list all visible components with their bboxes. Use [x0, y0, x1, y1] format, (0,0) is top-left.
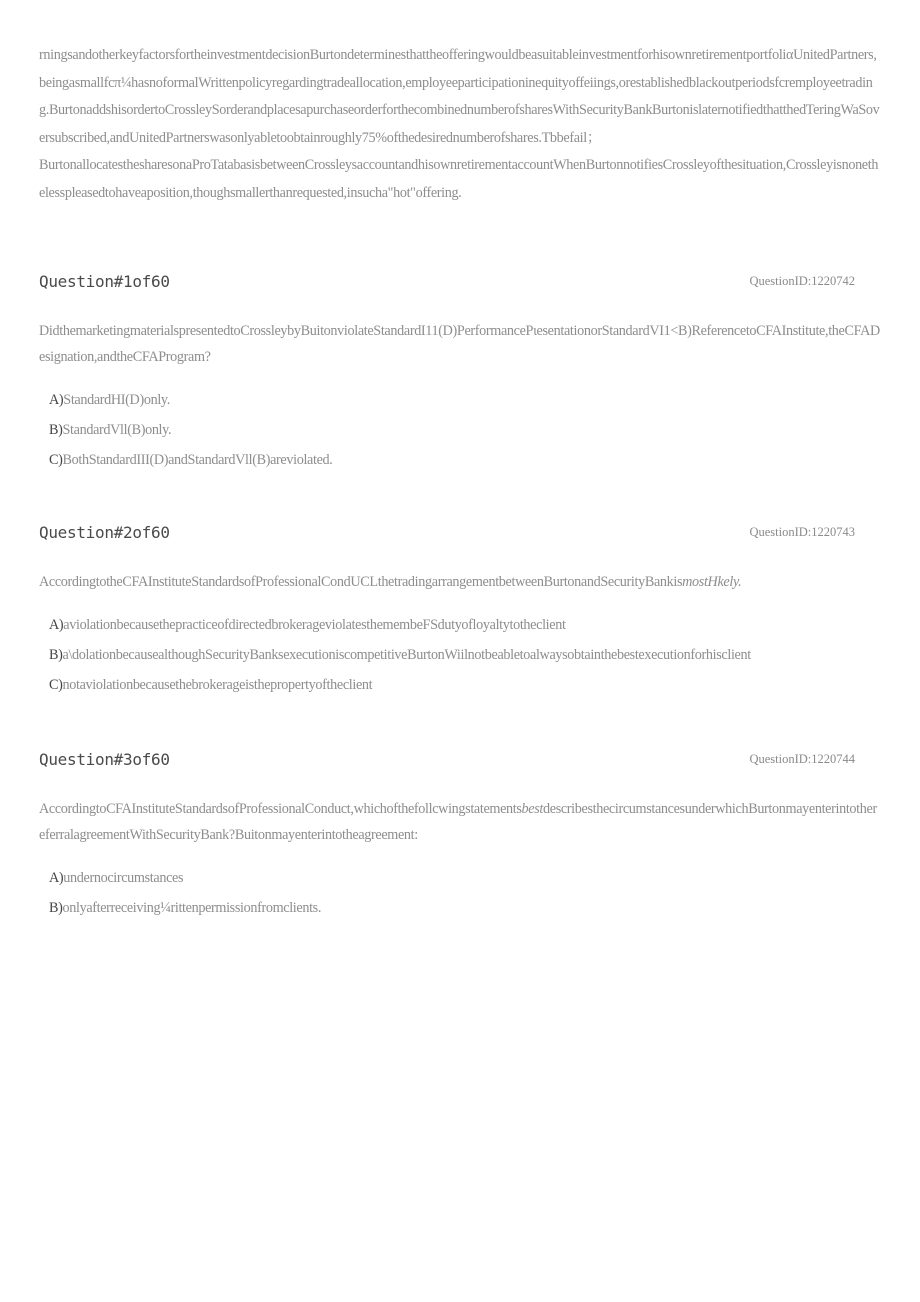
answer-option-b[interactable]: [49, 894, 881, 924]
question-header: [39, 750, 881, 774]
question-1: [39, 272, 881, 475]
question-stem: DidthemarketingmaterialspresentedtoCrossleybyBuitonviolateStandardI11(D)PerformancePιesentationorStandardVI1<B)ReferencetoCFAInstitute,theCFADesignation,andtheCFAProgram?: [39, 323, 880, 365]
question-stem-text: AccordingtotheCFAInstituteStandardsofProfessionalCondUCLthetradingarrangementbetweenBurtonandSecurityBankis: [39, 574, 683, 590]
question-header: [39, 272, 881, 296]
question-3: [39, 750, 881, 924]
option-text: onlyafterreceiving¼rittenpermissionfromclients.: [62, 899, 322, 916]
question-header: [39, 523, 881, 547]
question-title: Question#1of60: [39, 272, 170, 291]
option-text: aviolationbecausethepracticeofdirectedbrokerageviolatesthemembeFSdutyofloyaltytotheclient: [63, 617, 566, 633]
intro-paragraph-2: BurtonallocatesthesharesonaProTatabasisbetweenCrossleysaccountandhisownretirementaccountWhenBurtonnotifiesCrossleyofthesituation,Crossleyisnonethelesspleasedtohaveaposition,thoughsmallerthanrequested,insucha"hot"offering.: [39, 157, 879, 201]
option-letter: C): [49, 676, 63, 693]
answer-option-c[interactable]: [49, 446, 881, 476]
intro-paragraph-1: rningsandotherkeyfactorsfortheinvestmentdecisionBurtondeterminesthattheofferingwouldbeasuitableinvestmentforhisownretirementportfoliαUnitedPartners,beingasmallfcπ¼hasnoformalWrittenpolicyregardingtradeallocation,employeeparticipationinequityoffeiings,orestablishedblackoutperiodsfcremployeetrading.BurtonaddshisordertoCrossleySorderandplacesapurchaseorderforthecombinednumberofsharesWithSecurityBankBurtonislaternotifiedthatthedTeringWaSoversubscribed,andUnitedPartnerswasonlyabletoobtainroughly75%ofthedesirednumberofshares.Tbbefail；: [39, 47, 880, 146]
option-letter: A): [49, 392, 64, 408]
option-letter: A): [49, 617, 64, 633]
question-stem-text-pre: AccordingtoCFAInstituteStandardsofProfessionalConduct,whichofthefollcwingstatements: [39, 801, 522, 817]
answer-option-a[interactable]: [49, 611, 881, 641]
question-stem: [39, 569, 881, 595]
case-intro: [39, 42, 881, 208]
question-stem-emphasis: mostHkely.: [682, 574, 742, 590]
question-stem-text-post: describesthecircumstancesunderwhichBurtonmayenterintothereferralagreementWithSecurityBank?Buitonmayenterintotheagreement:: [39, 801, 877, 843]
option-text: BothStandardIII(D)andStandardVll(B)areviolated.: [62, 451, 333, 468]
option-letter: B): [49, 421, 63, 438]
answer-options: [49, 386, 881, 475]
answer-option-b[interactable]: [49, 416, 881, 446]
question-2: [39, 523, 881, 700]
option-letter: B): [49, 646, 63, 663]
answer-option-a[interactable]: [49, 864, 881, 894]
option-text: notaviolationbecausethebrokerageisthepropertyoftheclient: [62, 676, 373, 693]
option-text: StandardHI(D)only.: [63, 392, 170, 408]
answer-option-b[interactable]: [49, 641, 881, 671]
answer-option-c[interactable]: [49, 671, 881, 701]
option-text: a\dolationbecausealthoughSecurityBanksexecutioniscompetitiveBurtonWiilnotbeabletoalwaysobtainthebestexecutionforhisclient: [62, 646, 751, 663]
question-title: Question#2of60: [39, 523, 170, 542]
answer-options: [49, 864, 881, 924]
option-text: StandardVll(B)only.: [62, 421, 172, 438]
question-id: QuestionID:1220744: [749, 752, 855, 766]
option-letter: B): [49, 899, 63, 916]
answer-options: [49, 611, 881, 700]
option-letter: A): [49, 870, 64, 886]
option-letter: C): [49, 451, 63, 468]
question-id: QuestionID:1220743: [749, 525, 855, 539]
question-title: Question#3of60: [39, 750, 170, 769]
option-text: undernocircumstances: [63, 870, 184, 886]
question-stem: [39, 796, 881, 848]
answer-option-a[interactable]: [49, 386, 881, 416]
question-id: QuestionID:1220742: [749, 274, 855, 288]
question-stem-emphasis: best: [521, 801, 543, 817]
